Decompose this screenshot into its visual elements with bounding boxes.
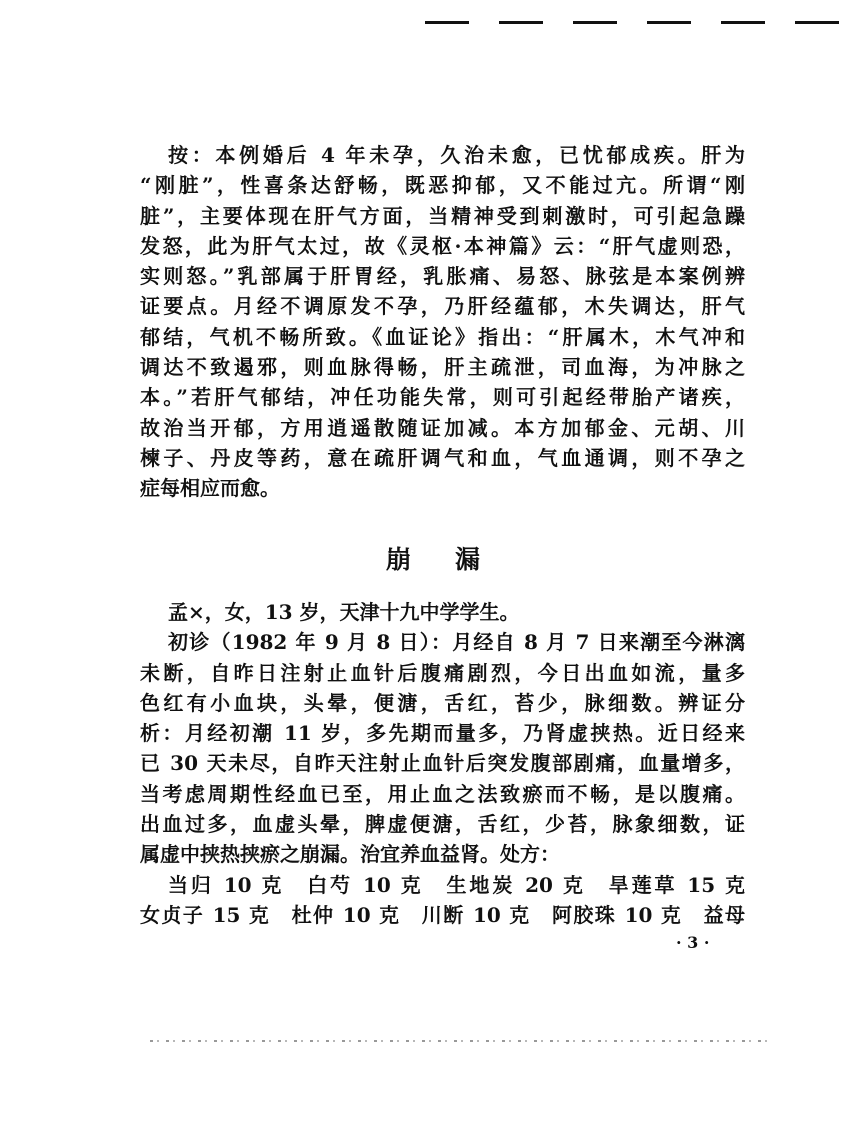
- text-line: 未断，自昨日注射止血针后腹痛剧烈，今日出血如流，量多: [140, 660, 745, 685]
- text-line: 故治当开郁，方用逍遥散随证加减。本方加郁金、元胡、川: [140, 415, 745, 440]
- text-line: 色红有小血块，头晕，便溏，舌红，苔少，脉细数。辨证分: [140, 690, 745, 715]
- text-line: 析：月经初潮 11 岁，多先期而量多，乃肾虚挟热。近日经来: [140, 721, 745, 746]
- text-line: 证要点。月经不调原发不孕，乃肝经蕴郁，木失调达，肝气: [140, 294, 745, 319]
- text-line: 已 30 天未尽，自昨天注射止血针后突发腹部剧痛，血量增多，: [140, 751, 745, 776]
- text-line: 脏”，主要体现在肝气方面，当精神受到刺激时，可引起急躁: [140, 203, 745, 228]
- text-line: 女贞子 15 克 杜仲 10 克 川断 10 克 阿胶珠 10 克 益母: [140, 902, 745, 927]
- case-record: [140, 597, 745, 930]
- text-line: 实则怒。”乳部属于肝胃经，乳胀痛、易怒、脉弦是本案例辨: [140, 264, 745, 289]
- text-line: 出血过多，血虚头晕，脾虚便溏，舌红，少苔，脉象细数，证: [140, 812, 745, 837]
- text-line: 孟×，女，13 岁，天津十九中学学生。: [168, 600, 520, 624]
- text-line: 属虚中挟热挟瘀之崩漏。治宜养血益肾。处方：: [140, 842, 560, 867]
- text-line: 调达不致遏邪，则血脉得畅，肝主疏泄，司血海，为冲脉之: [140, 355, 745, 380]
- text-line: 当考虑周期性经血已至，用止血之法致瘀而不畅，是以腹痛。: [140, 781, 745, 806]
- text-line: 症每相应而愈。: [140, 476, 280, 501]
- scan-artifact-line: [150, 1040, 770, 1042]
- section-heading: 崩漏: [385, 545, 524, 574]
- text-line: 本。”若肝气郁结，冲任功能失常，则可引起经带胎产诸疾，: [140, 385, 745, 410]
- text-line: 初诊（1982 年 9 月 8 日）：月经自 8 月 7 日来潮至今淋漓: [168, 630, 745, 655]
- text-line: 郁结，气机不畅所致。《血证论》指出：“肝属木，木气冲和: [140, 324, 745, 349]
- commentary-paragraph: [140, 140, 745, 504]
- text-line: 按：本例婚后 4 年未孕，久治未愈，已忧郁成疾。肝为: [168, 143, 745, 167]
- text-line: 当归 10 克 白芍 10 克 生地炭 20 克 旱莲草 15 克: [168, 872, 745, 897]
- text-line: 楝子、丹皮等药，意在疏肝调气和血，气血通调，则不孕之: [140, 445, 745, 470]
- page-number: · 3 ·: [676, 933, 710, 952]
- top-edge-dashes: [425, 21, 866, 24]
- text-line: 发怒，此为肝气太过，故《灵枢·本神篇》云：“肝气虚则恐，: [140, 233, 745, 258]
- text-line: “刚脏”，性喜条达舒畅，既恶抑郁，又不能过亢。所谓“刚: [140, 173, 745, 198]
